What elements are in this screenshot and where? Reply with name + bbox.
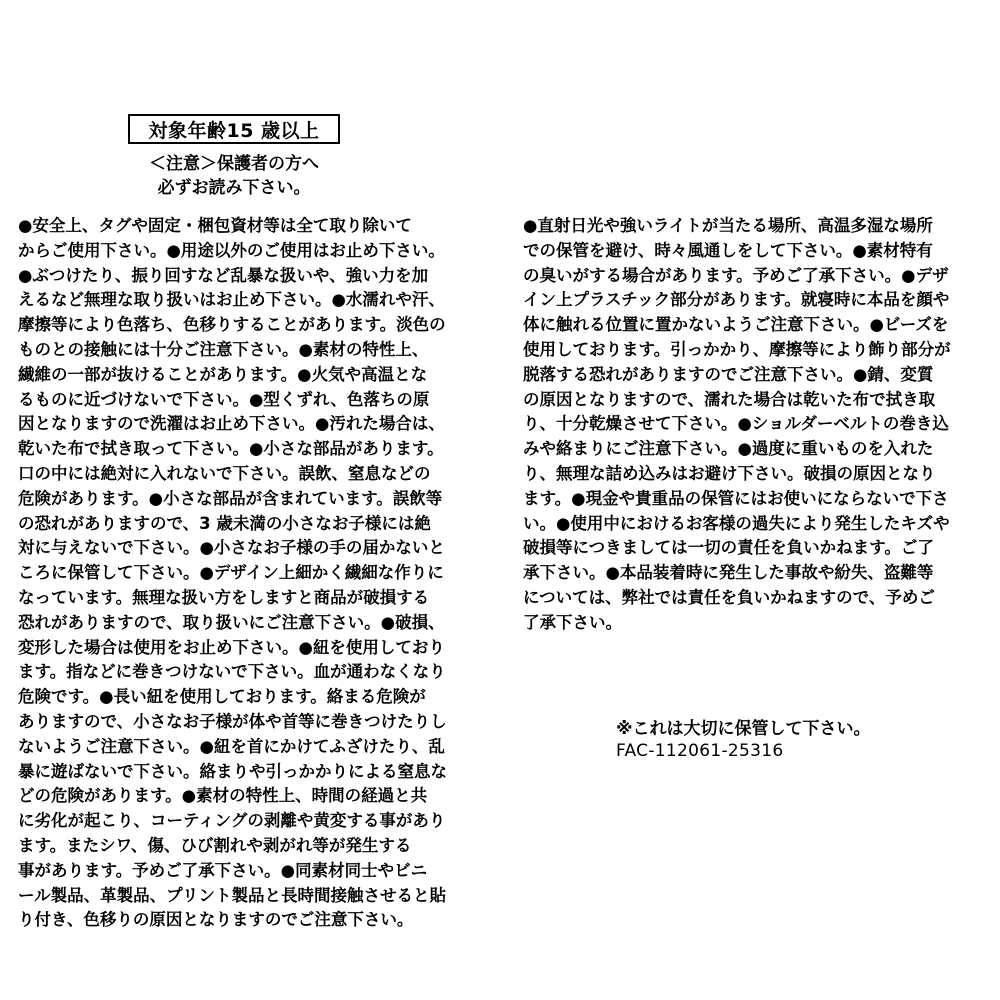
warning-text-line: については、弊社では責任を負いかねますので、予めご xyxy=(523,587,935,607)
warning-text-line: ●安全上、タグや固定・梱包資材等は全て取り除いて xyxy=(18,216,412,235)
warning-text-line: 摩擦等により色落ち、色移りすることがあります。淡色の xyxy=(18,315,446,335)
warning-text-line: 暴に遊ばないで下さい。絡まりや引っかかりによる窒息な xyxy=(18,761,447,781)
warning-text-line: ものとの接触には十分ご注意下さい。●素材の特性上、 xyxy=(18,339,429,359)
warning-text-line: に劣化が起こり、コーティングの剥離や黄変する事があり xyxy=(18,811,446,831)
warning-text-line: 承下さい。●本品装着時に発生した事故や紛失、盗難等 xyxy=(523,563,934,583)
warning-text-line: 危険があります。●小さな部品が含まれています。誤飲等 xyxy=(18,488,443,508)
warning-text-line: 因となりますので洗濯はお止め下さい。●汚れた場合は、 xyxy=(18,414,445,434)
warning-text-line: るものに近づけないで下さい。●型くずれ、色落ちの原 xyxy=(18,389,430,409)
footer xyxy=(616,718,871,762)
warning-text-line: 口の中には絶対に入れないで下さい。誤飲、窒息などの xyxy=(18,463,431,483)
caution-heading: ＜注意＞保護者の方へ xyxy=(149,154,319,174)
keep-notice: ※これは大切に保管して下さい。 xyxy=(616,719,871,739)
warning-text-line: ●ぶつけたり、振り回すなど乱暴な扱いや、強い力を加 xyxy=(18,265,429,285)
warning-text-line: 乾いた布で拭き取って下さい。●小さな部品があります。 xyxy=(18,439,444,459)
warning-text-line: 了承下さい。 xyxy=(523,612,622,632)
warning-text-line: みや絡まりにご注意下さい。●過度に重いものを入れた xyxy=(523,439,934,459)
warning-text-line: 脱落する恐れがありますのでご注意下さい。●錆、変質 xyxy=(523,364,934,384)
warning-text-line: ころに保管して下さい。●デザイン上細かく繊細な作りに xyxy=(18,563,444,583)
warning-text-line: ●直射日光や強いライトが当たる場所、高温多湿な場所 xyxy=(523,216,933,235)
warning-text-line: 対に与えないで下さい。●小さなお子様の手の届かないと xyxy=(18,538,445,558)
warning-text-line: どの危険があります。●素材の特性上、時間の経過と共 xyxy=(18,786,428,806)
warning-text-line: い。●使用中におけるお客様の過失により発生したキズや xyxy=(523,513,950,533)
warning-text-line: えるなど無理な取り扱いはお止め下さい。●水濡れや汗、 xyxy=(18,290,445,310)
warning-text-line: イン上プラスチック部分があります。就寝時に本品を顔や xyxy=(523,290,950,310)
warning-text-line: 恐れがありますので、取り扱いにご注意下さい。●破損、 xyxy=(18,612,445,632)
warning-text-line: 事があります。予めご了承下さい。●同素材同士やビニ xyxy=(18,860,428,880)
target-age-label: 対象年齢15 歳以上 xyxy=(148,119,320,142)
warning-text-line: 危険です。●長い紐を使用しております。絡まる危険が xyxy=(18,687,426,707)
warning-text-line: 体に触れる位置に置かないようご注意下さい。●ビーズを xyxy=(523,315,949,335)
warning-text-line: 変形した場合は使用をお止め下さい。●紐を使用しており xyxy=(18,637,445,657)
caution-subheading: 必ずお読み下さい。 xyxy=(157,178,311,198)
warning-text-line: ます。指などに巻きつけないで下さい。血が通わなくなり xyxy=(18,662,446,682)
warning-text-line: り、無理な詰め込みはお避け下さい。破損の原因となり xyxy=(523,463,936,483)
product-code: FAC-112061-25316 xyxy=(616,741,784,761)
warning-text-line: 使用しております。引っかかり、摩擦等により飾り部分が xyxy=(523,339,951,359)
warning-text-line: 繊維の一部が抜けることがあります。●火気や高温とな xyxy=(18,364,428,384)
warning-text-line: ます。またシワ、傷、ひび割れや剥がれ等が発生する xyxy=(18,835,412,855)
warning-text-line: ありますので、小さなお子様が体や首等に巻きつけたりし xyxy=(18,711,447,731)
warning-text-line: なっています。無理な扱い方をしますと商品が破損する xyxy=(18,587,430,607)
warning-text-line: 破損等につきましては一切の責任を負いかねます。ご了 xyxy=(523,538,934,558)
warning-text-line: り付き、色移りの原因となりますのでご注意下さい。 xyxy=(18,910,414,930)
warning-text-line: ます。●現金や貴重品の保管にはお使いにならないで下さ xyxy=(523,488,949,508)
warning-text-line: の臭いがする場合があります。予めご了承下さい。●デザ xyxy=(523,265,949,285)
warning-text-line: からご使用下さい。●用途以外のご使用はお止め下さい。 xyxy=(18,240,445,260)
left-warning-column xyxy=(18,214,494,933)
warning-text-line: での保管を避け、時々風通しをして下さい。●素材特有 xyxy=(523,240,933,260)
right-warning-column xyxy=(523,214,993,636)
warning-text-line: の恐れがありますので、3 歳未満の小さなお子様には絶 xyxy=(18,513,431,533)
warning-text-line: ール製品、革製品、プリント製品と長時間接触させると貼 xyxy=(18,885,447,905)
target-age-box xyxy=(128,114,340,144)
warning-text-line: り、十分乾燥させて下さい。●ショルダーベルトの巻き込 xyxy=(523,414,949,434)
warning-text-line: ないようご注意下さい。●紐を首にかけてふざけたり、乱 xyxy=(18,736,445,756)
warning-text-line: の原因となりますので、濡れた場合は乾いた布で拭き取 xyxy=(523,389,936,409)
